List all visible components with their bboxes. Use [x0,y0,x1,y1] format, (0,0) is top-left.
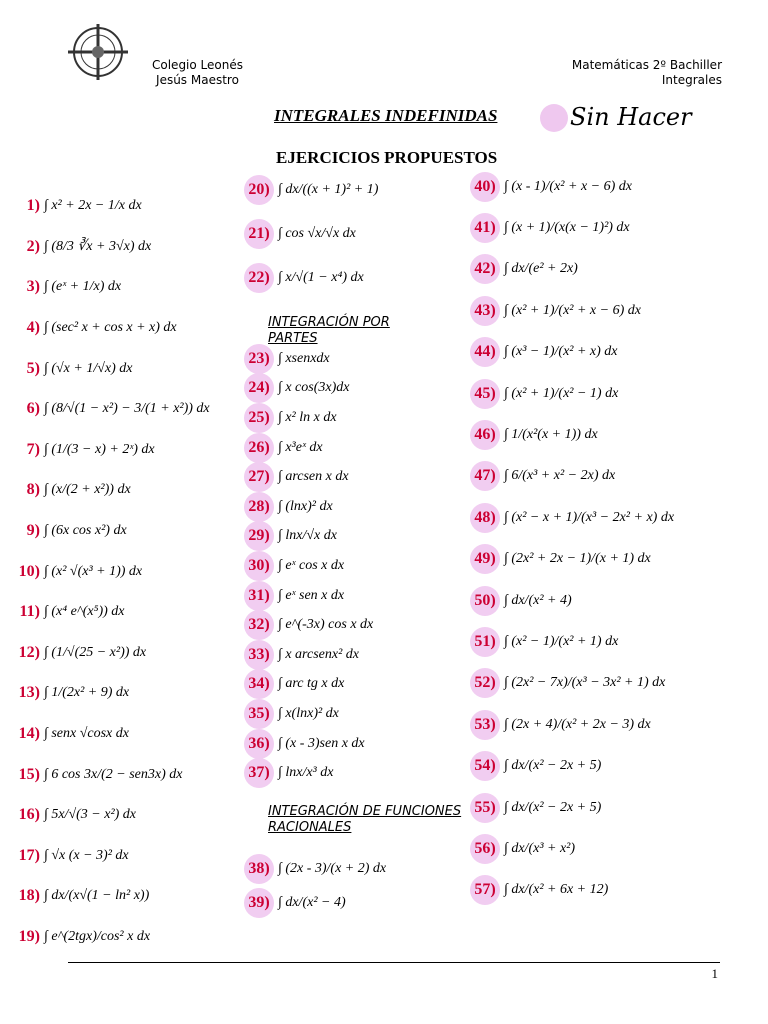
school-name: Colegio Leonés [152,58,243,72]
exercise-item [470,580,740,621]
exercise-item [470,290,740,331]
integral-expression: ∫ (x + 1)/(x(x − 1)²) dx [504,220,630,236]
integral-expression: ∫ (x³ − 1)/(x² + x) dx [504,344,618,360]
integral-expression: ∫ senx √cosx dx [44,726,129,742]
exercise-number: 21) [248,225,270,242]
exercise-number: 19) [18,927,40,945]
exercise-number: 43) [474,301,496,319]
integral-expression: ∫ dx/((x + 1)² + 1) [278,182,379,197]
exercise-item [244,462,484,492]
exercise-number: 12) [18,643,40,661]
exercise-item [470,663,740,704]
exercise-item [470,621,740,662]
exercise-number: 30) [248,556,270,574]
exercise-number: 38) [248,860,270,877]
number-highlight [244,699,274,729]
section-parts-title: INTEGRACIÓN POR PARTES [268,315,390,346]
number-highlight [470,710,500,740]
integral-expression: ∫ x/√(1 − x⁴) dx [278,270,364,285]
exercise-number: 33) [248,645,270,663]
integral-expression: ∫ (x - 3)sen x dx [278,735,365,751]
integral-expression: ∫ (x² − 1)/(x² + 1) dx [504,633,619,649]
exercise-number: 23) [248,349,270,367]
integral-expression: ∫ (x² + 1)/(x² + x − 6) dx [504,302,641,318]
exercise-number: 56) [474,839,496,857]
number-highlight [244,263,274,293]
integral-expression: ∫ x cos(3x)dx [278,380,350,396]
exercise-number: 27) [248,468,270,486]
exercise-item [244,729,484,759]
exercise-item [244,168,484,212]
exercise-item [0,389,260,430]
integral-expression: ∫ (2x² + 2x − 1)/(x + 1) dx [504,551,651,567]
number-highlight [470,751,500,781]
school-seal-logo [66,22,130,82]
integral-expression: ∫ (8/√(1 − x²) − 3/(1 + x²)) dx [44,401,210,417]
exercise-number: 1) [26,197,40,215]
number-highlight [244,175,274,205]
exercise-item [0,795,260,836]
exercise-item [470,249,740,290]
number-highlight [470,420,500,450]
integral-expression: ∫ eˣ sen x dx [278,587,345,603]
integral-expression: ∫ (2x² − 7x)/(x³ − 3x² + 1) dx [504,675,666,691]
integral-expression: ∫ x² ln x dx [278,409,337,425]
number-highlight [244,373,274,403]
exercise-number: 48) [474,508,496,526]
exercise-item [244,551,484,581]
exercise-number: 57) [474,881,496,899]
number-highlight [470,337,500,367]
integral-expression: ∫ (x² + 1)/(x² − 1) dx [504,385,619,401]
author-name: Jesús Maestro [156,73,239,87]
exercise-number: 39) [248,894,270,911]
integral-expression: ∫ cos √x/√x dx [278,226,356,241]
number-highlight [470,296,500,326]
page-subtitle: EJERCICIOS PROPUESTOS [276,148,498,167]
footer-rule [68,962,720,963]
exercise-item [244,852,484,886]
exercise-item [470,828,740,869]
integral-expression: ∫ arcsen x dx [278,469,349,485]
exercise-number: 13) [18,684,40,702]
integral-expression: ∫ lnx/x³ dx [278,765,334,781]
exercise-item [244,492,484,522]
integral-expression: ∫ √x (x − 3)² dx [44,847,129,863]
section-rational-title: INTEGRACIÓN DE FUNCIONES RACIONALES [268,804,462,835]
exercise-item [0,348,260,389]
exercise-item [244,522,484,552]
exercise-number: 8) [26,481,40,499]
exercise-item [244,699,484,729]
exercise-number: 22) [248,269,270,286]
highlight-bubble [540,104,568,132]
exercise-number: 7) [26,440,40,458]
exercise-item [0,673,260,714]
exercise-item [470,332,740,373]
integral-expression: ∫ arc tg x dx [278,676,345,692]
integral-expression: ∫ dx/(e² + 2x) [504,261,578,277]
number-highlight [470,503,500,533]
exercise-item [470,207,740,248]
exercise-number: 32) [248,616,270,634]
integral-expression: ∫ x arcsenx² dx [278,646,359,662]
exercise-number: 6) [26,400,40,418]
integral-expression: ∫ dx/(x² + 4) [504,592,572,608]
exercise-item [0,430,260,471]
exercise-number: 28) [248,497,270,515]
integral-expression: ∫ dx/(x² − 4) [278,895,346,910]
exercise-item [244,610,484,640]
exercise-number: 15) [18,765,40,783]
number-highlight [244,758,274,788]
exercise-number: 42) [474,260,496,278]
integral-expression: ∫ e^(-3x) cos x dx [278,617,374,633]
exercise-number: 24) [248,379,270,397]
exercise-number: 50) [474,591,496,609]
number-highlight [244,640,274,670]
exercise-number: 49) [474,550,496,568]
exercise-item [470,373,740,414]
exercise-number: 55) [474,798,496,816]
number-highlight [244,610,274,640]
exercise-item [244,344,484,374]
number-highlight [470,875,500,905]
exercise-column-2a [244,168,484,300]
number-highlight [470,793,500,823]
integral-expression: ∫ (x - 1)/(x² + x − 6) dx [504,178,632,194]
exercise-item [244,581,484,611]
exercise-item [244,212,484,256]
exercise-item [244,403,484,433]
exercise-item [0,186,260,227]
exercise-number: 14) [18,725,40,743]
exercise-number: 40) [474,177,496,195]
exercise-number: 26) [248,438,270,456]
integral-expression: ∫ (6x cos x²) dx [44,523,127,539]
number-highlight [470,254,500,284]
exercise-column-3 [470,166,740,911]
number-highlight [244,669,274,699]
exercise-item [0,511,260,552]
integral-expression: ∫ (1/(3 − x) + 2ˣ) dx [44,441,155,457]
integral-expression: ∫ x(lnx)² dx [278,705,339,721]
integral-expression: ∫ 6/(x³ + x² − 2x) dx [504,468,616,484]
number-highlight [244,888,274,918]
integral-expression: ∫ (lnx)² dx [278,498,333,514]
integral-expression: ∫ (√x + 1/√x) dx [44,360,133,376]
exercise-item [0,551,260,592]
exercise-item [0,714,260,755]
number-highlight [244,403,274,433]
exercise-number: 20) [248,181,270,198]
integral-expression: ∫ 6 cos 3x/(2 − sen3x) dx [44,766,183,782]
exercise-item [244,670,484,700]
exercise-number: 53) [474,715,496,733]
integral-expression: ∫ dx/(x³ + x²) [504,840,576,856]
integral-expression: ∫ 5x/√(3 − x²) dx [44,807,137,823]
integral-expression: ∫ (x² − x + 1)/(x³ − 2x² + x) dx [504,509,675,525]
exercise-column-2b [244,344,484,788]
exercise-column-1 [0,186,260,957]
exercise-item [470,166,740,207]
exercise-item [470,787,740,828]
exercise-number: 18) [18,887,40,905]
exercise-item [244,758,484,788]
exercise-number: 16) [18,806,40,824]
exercise-item [470,456,740,497]
number-highlight [244,581,274,611]
number-highlight [244,492,274,522]
exercise-number: 29) [248,527,270,545]
integral-expression: ∫ xsenxdx [278,350,330,366]
exercise-item [0,227,260,268]
exercise-number: 52) [474,674,496,692]
exercise-item [0,754,260,795]
exercise-number: 41) [474,219,496,237]
exercise-number: 44) [474,343,496,361]
integral-expression: ∫ dx/(x² − 2x + 5) [504,799,602,815]
exercise-number: 5) [26,359,40,377]
exercise-number: 4) [26,319,40,337]
exercise-item [470,539,740,580]
exercise-item [0,917,260,958]
number-highlight [244,729,274,759]
number-highlight [470,834,500,864]
exercise-number: 31) [248,586,270,604]
exercise-item [470,414,740,455]
integral-expression: ∫ (x² √(x³ + 1)) dx [44,563,143,579]
number-highlight [470,544,500,574]
integral-expression: ∫ 1/(x²(x + 1)) dx [504,427,598,443]
handwritten-note: Sin Hacer [570,103,692,131]
number-highlight [470,172,500,202]
exercise-item [0,633,260,674]
number-highlight [470,379,500,409]
integral-expression: ∫ e^(2tgx)/cos² x dx [44,928,151,944]
exercise-item [470,497,740,538]
exercise-item [244,433,484,463]
number-highlight [470,627,500,657]
exercise-item [470,745,740,786]
exercise-item [244,640,484,670]
integral-expression: ∫ (x⁴ e^(x⁵)) dx [44,604,125,620]
integral-expression: ∫ eˣ cos x dx [278,557,345,573]
exercise-number: 10) [18,562,40,580]
header-left [152,58,243,88]
exercise-item [0,592,260,633]
integral-expression: ∫ dx/(x√(1 − ln² x)) [44,888,150,904]
integral-expression: ∫ (8/3 ∛x + 3√x) dx [44,239,152,255]
exercise-number: 54) [474,757,496,775]
number-highlight [470,668,500,698]
number-highlight [244,462,274,492]
exercise-number: 37) [248,764,270,782]
exercise-item [0,876,260,917]
exercise-number: 34) [248,675,270,693]
header-right [572,58,722,88]
exercise-number: 11) [19,603,40,621]
integral-expression: ∫ (1/√(25 − x²)) dx [44,644,147,660]
page-title: INTEGRALES INDEFINIDAS [274,106,498,125]
exercise-item [470,704,740,745]
exercise-item [0,267,260,308]
number-highlight [244,219,274,249]
integral-expression: ∫ dx/(x² + 6x + 12) [504,882,609,898]
number-highlight [470,586,500,616]
number-highlight [244,551,274,581]
integral-expression: ∫ (sec² x + cos x + x) dx [44,320,177,336]
integral-expression: ∫ (2x + 4)/(x² + 2x − 3) dx [504,716,651,732]
integral-expression: ∫ (eˣ + 1/x) dx [44,279,122,295]
topic-name: Integrales [661,73,722,87]
exercise-item [0,470,260,511]
integral-expression: ∫ 1/(2x² + 9) dx [44,685,130,701]
integral-expression: ∫ x³eˣ dx [278,439,323,455]
exercise-number: 2) [26,237,40,255]
integral-expression: ∫ (2x - 3)/(x + 2) dx [278,861,387,876]
exercise-item [0,836,260,877]
number-highlight [244,433,274,463]
integral-expression: ∫ (x/(2 + x²)) dx [44,482,131,498]
exercise-number: 46) [474,426,496,444]
exercise-number: 25) [248,408,270,426]
integral-expression: ∫ lnx/√x dx [278,528,337,544]
number-highlight [244,521,274,551]
number-highlight [244,344,274,374]
exercise-item [0,308,260,349]
exercise-number: 45) [474,384,496,402]
exercise-item [244,886,484,920]
exercise-number: 47) [474,467,496,485]
number-highlight [470,461,500,491]
number-highlight [470,213,500,243]
exercise-number: 35) [248,704,270,722]
number-highlight [244,854,274,884]
exercise-number: 9) [26,522,40,540]
exercise-number: 3) [26,278,40,296]
integral-expression: ∫ x² + 2x − 1/x dx [44,198,142,214]
page-number: 1 [711,966,718,981]
integral-expression: ∫ dx/(x² − 2x + 5) [504,758,602,774]
course-name: Matemáticas 2º Bachiller [571,58,722,72]
exercise-item [470,870,740,911]
exercise-item [244,374,484,404]
exercise-number: 17) [18,846,40,864]
exercise-number: 36) [248,734,270,752]
exercise-number: 51) [474,632,496,650]
exercise-column-2c [244,852,484,920]
exercise-item [244,256,484,300]
